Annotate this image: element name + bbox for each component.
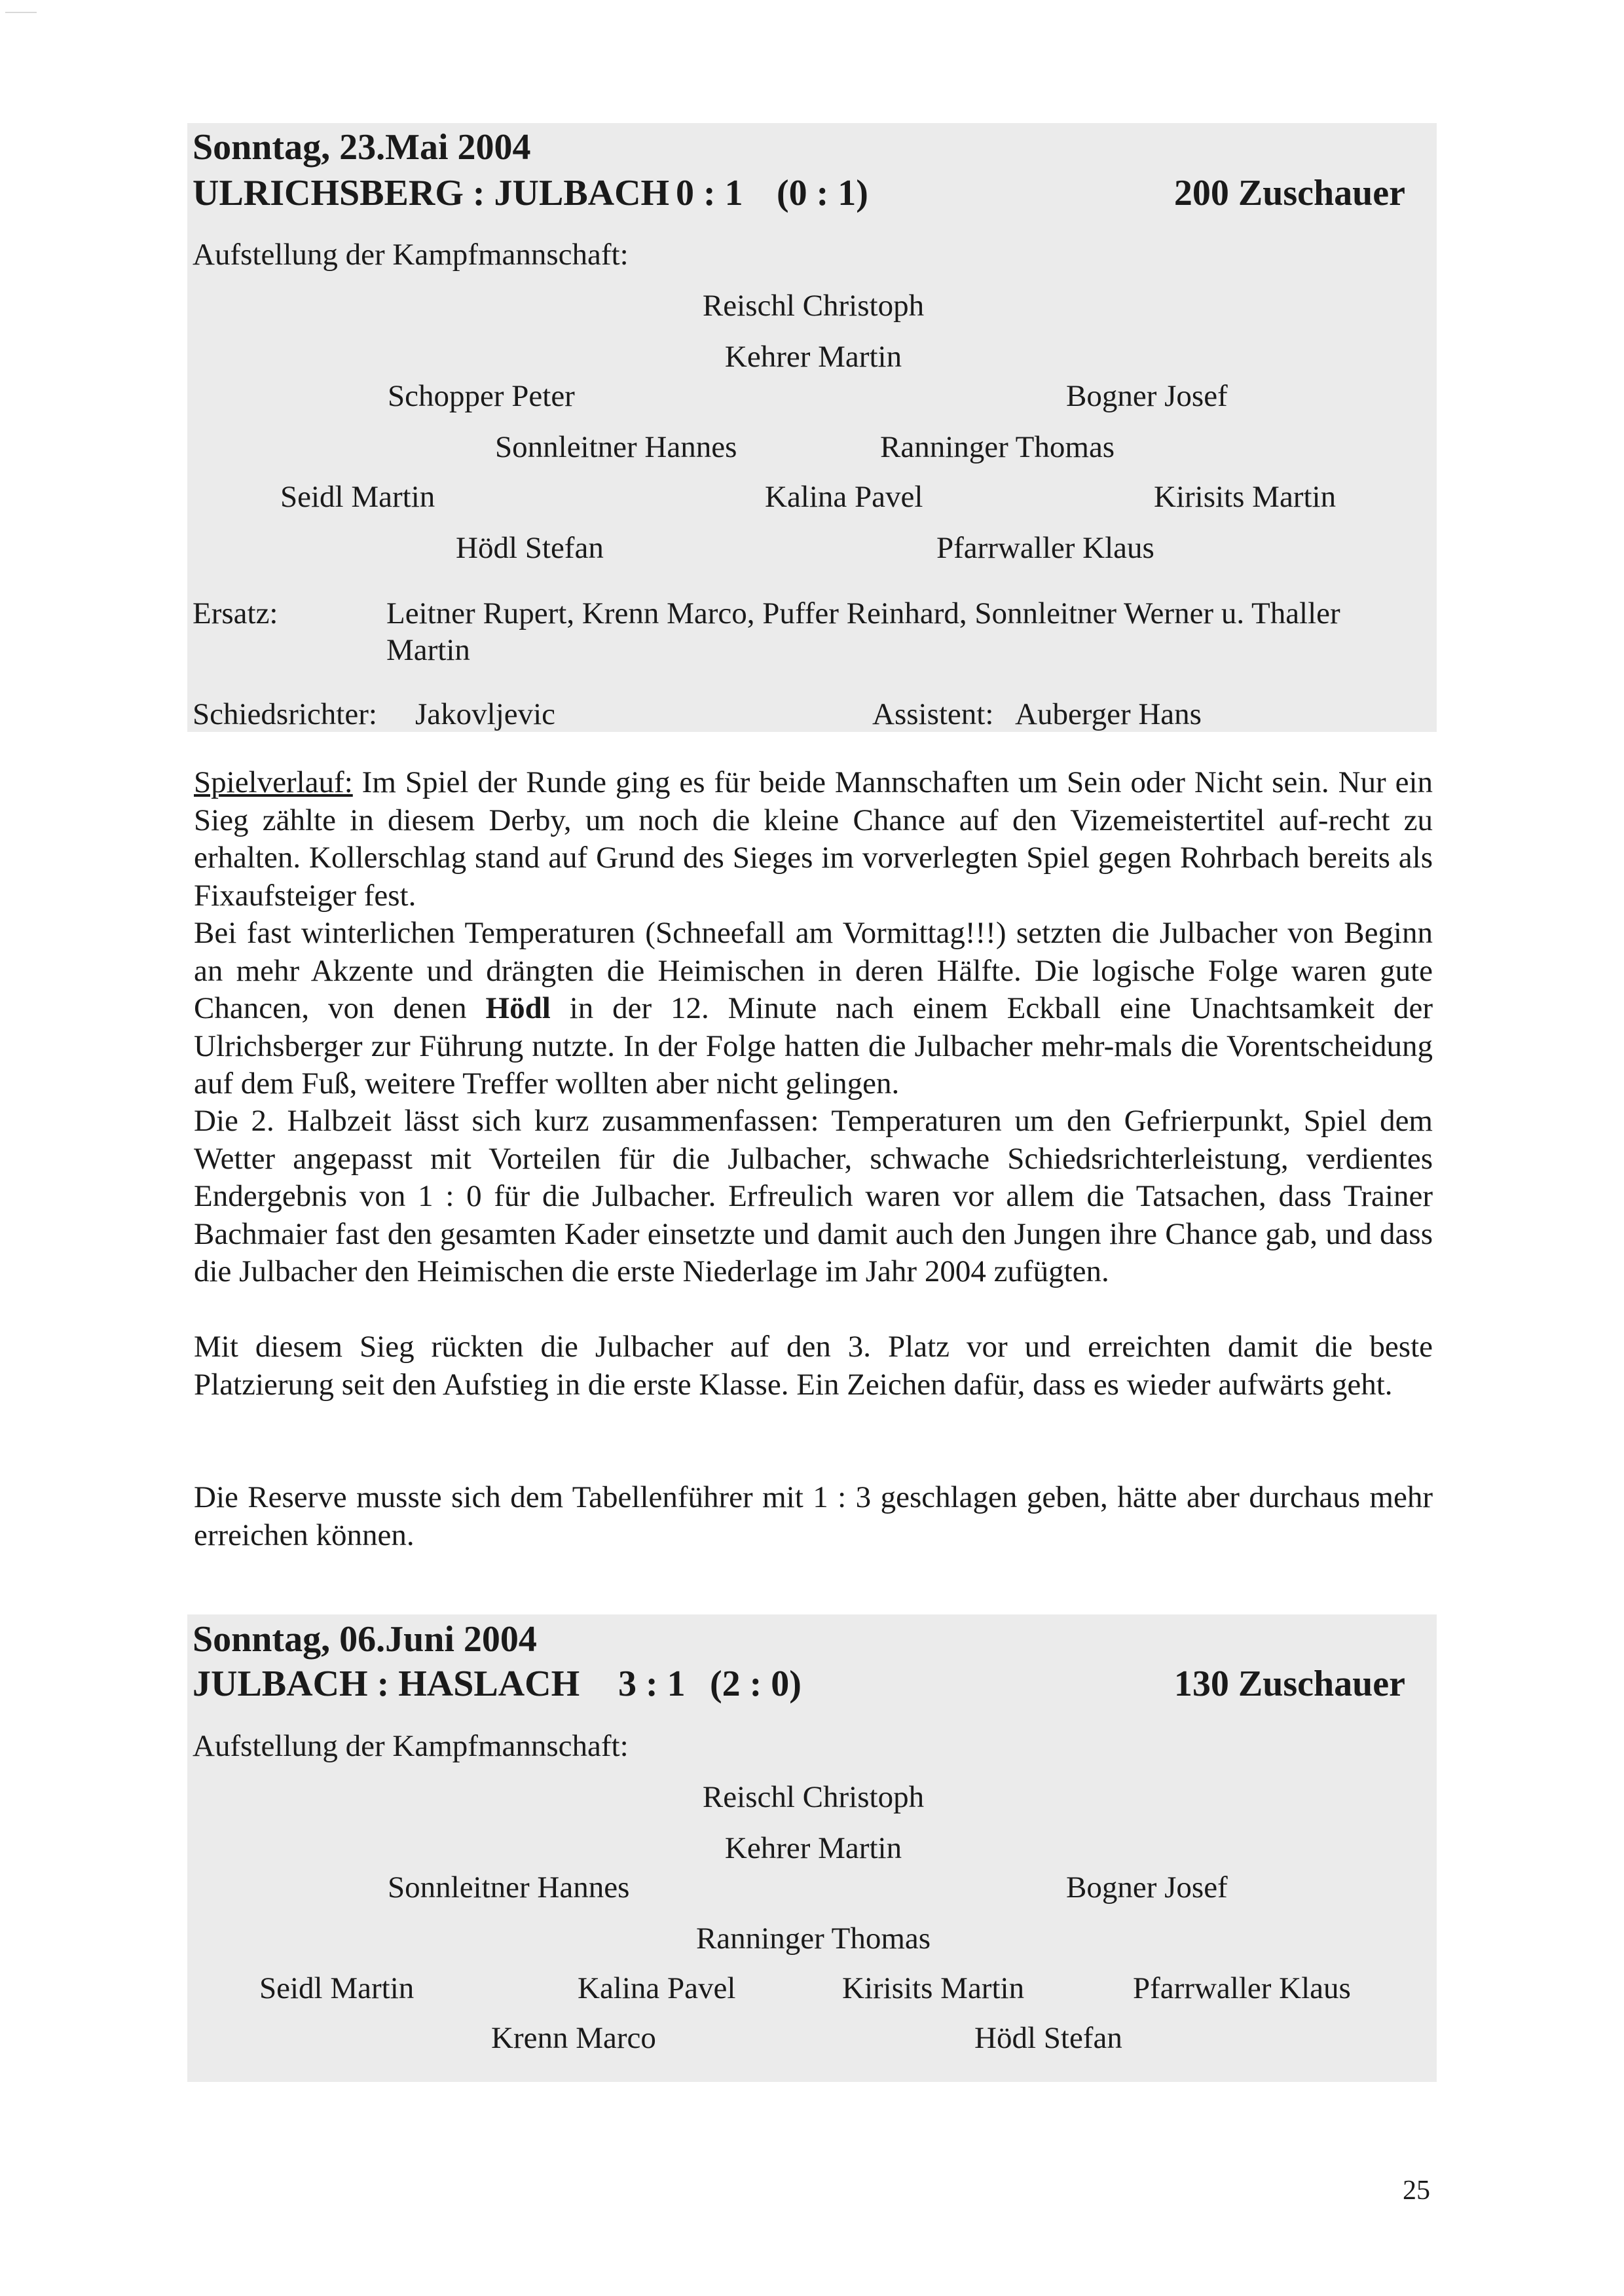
match-2-midfield-center: Ranninger Thomas	[695, 1922, 931, 1956]
top-edge-mark	[5, 12, 37, 13]
match-2-midfield-3: Kirisits Martin	[842, 1971, 1025, 2005]
match-2-score: 3 : 1	[618, 1664, 686, 1704]
match-1-substitutes-line2: Martin	[386, 633, 470, 667]
match-1-forward-left: Hödl Stefan	[456, 531, 604, 565]
match-2-forward-left: Krenn Marco	[491, 2021, 656, 2055]
match-1-box	[187, 123, 1437, 732]
match-1-score: 0 : 1	[676, 173, 743, 213]
match-2-spectators: 130 Zuschauer	[1173, 1664, 1405, 1704]
match-1-forward-right: Pfarrwaller Klaus	[936, 531, 1154, 565]
match-2-midfield-2: Kalina Pavel	[578, 1971, 736, 2005]
report-p3-text: Die 2. Halbzeit lässt sich kurz zusammenfassen: Temperaturen um den Gefrierpunkt, Spiel dem Wetter angepasst mit Vorteilen für die Julbacher, schwache Schiedsrichterleistung, verdientes Endergebnis von 1 : 0 für die Julbacher. Erfreulich waren vor allem die Tatsachen, dass Trainer Bachmaier fast den gesamten Kader einsetzte und damit auch den Jungen ihre Chance gab, und dass die Julbacher den Heimischen die erste Niederlage im Jahr 2004 zufügten.	[194, 1104, 1433, 1288]
match-1-midfield-center-right: Ranninger Thomas	[880, 430, 1115, 464]
match-1-date: Sonntag, 23.Mai 2004	[193, 127, 531, 168]
match-2-defender-left: Sonnleitner Hannes	[388, 1870, 630, 1904]
report-paragraph-4	[194, 1328, 1433, 1404]
match-2-goalkeeper: Reischl Christoph	[702, 1780, 925, 1814]
match-1-assistant-label: Assistent:	[872, 697, 994, 731]
report-p1-text: Im Spiel der Runde ging es für beide Mannschaften um Sein oder Nicht sein. Nur ein Sieg zählte in diesem Derby, um noch die kleine Chance auf den Vizemeistertitel auf-recht zu erhalten. Kollerschlag stand auf Grund des Sieges im vorverlegten Spiel gegen Rohrbach bereits als Fixaufsteiger fest.	[194, 765, 1433, 913]
reserve-paragraph	[194, 1479, 1433, 1554]
report-paragraph-2	[194, 915, 1433, 1103]
match-1-halftime: (0 : 1)	[777, 173, 868, 213]
report-p4-text: Mit diesem Sieg rückten die Julbacher auf den 3. Platz vor und erreichten damit die beste Platzierung seit den Aufstieg in die erste Klasse. Ein Zeichen dafür, dass es wieder aufwärts geht.	[194, 1330, 1433, 1402]
match-1-defender-left: Schopper Peter	[388, 379, 575, 413]
match-1-midfield-center-left: Sonnleitner Hannes	[495, 430, 737, 464]
match-1-defender-right: Bogner Josef	[1066, 379, 1228, 413]
match-1-midfield-left: Seidl Martin	[280, 480, 435, 514]
report-label: Spielverlauf:	[194, 765, 353, 799]
match-2-forward-right: Hödl Stefan	[974, 2021, 1122, 2055]
match-1-goalkeeper: Reischl Christoph	[702, 289, 925, 323]
match-1-substitutes-label: Ersatz:	[193, 596, 278, 630]
match-2-midfield-4: Pfarrwaller Klaus	[1133, 1971, 1351, 2005]
report-p2-before: Bei fast winterlichen Temperaturen (Schneefall am Vormittag!!!) setzten die Julbacher von Beginn an mehr Akzente und drängten die Heimischen in deren Hälfte. Die logische Folge waren gute Chancen, von denen	[194, 916, 1433, 1025]
match-1-referee: Jakovljevic	[415, 697, 556, 731]
match-2-date: Sonntag, 06.Juni 2004	[193, 1619, 537, 1660]
match-2-halftime: (2 : 0)	[710, 1664, 802, 1704]
report-paragraph-1	[194, 764, 1433, 915]
match-1-teams: ULRICHSBERG : JULBACH	[193, 173, 670, 213]
match-1-referee-label: Schiedsrichter:	[193, 697, 377, 731]
match-1-substitutes-line1: Leitner Rupert, Krenn Marco, Puffer Reinhard, Sonnleitner Werner u. Thaller	[386, 596, 1340, 630]
match-2-teams: JULBACH : HASLACH	[193, 1664, 580, 1704]
match-1-midfield-center: Kalina Pavel	[765, 480, 923, 514]
match-1-assistant: Auberger Hans	[1015, 697, 1202, 731]
page-number: 25	[1403, 2176, 1430, 2206]
match-1-lineup-label: Aufstellung der Kampfmannschaft:	[193, 238, 629, 272]
match-2-defender-right: Bogner Josef	[1066, 1870, 1228, 1904]
match-1-spectators: 200 Zuschauer	[1173, 173, 1405, 213]
report-scorer: Hödl	[485, 991, 551, 1025]
match-1-libero: Kehrer Martin	[724, 340, 902, 374]
match-2-libero: Kehrer Martin	[724, 1831, 902, 1865]
report-p2-after: in der 12. Minute nach einem Eckball eine Unachtsamkeit der Ulrichsberger zur Führung nutzte. In der Folge hatten die Julbacher mehr-mals die Vorentscheidung auf dem Fuß, weitere Treffer wollten aber nicht gelingen.	[194, 991, 1433, 1101]
report-paragraph-3	[194, 1102, 1433, 1291]
match-1-midfield-right: Kirisits Martin	[1154, 480, 1337, 514]
match-2-midfield-1: Seidl Martin	[259, 1971, 415, 2005]
reserve-text: Die Reserve musste sich dem Tabellenführer mit 1 : 3 geschlagen geben, hätte aber durchaus mehr erreichen können.	[194, 1480, 1433, 1552]
match-2-lineup-label: Aufstellung der Kampfmannschaft:	[193, 1729, 629, 1763]
